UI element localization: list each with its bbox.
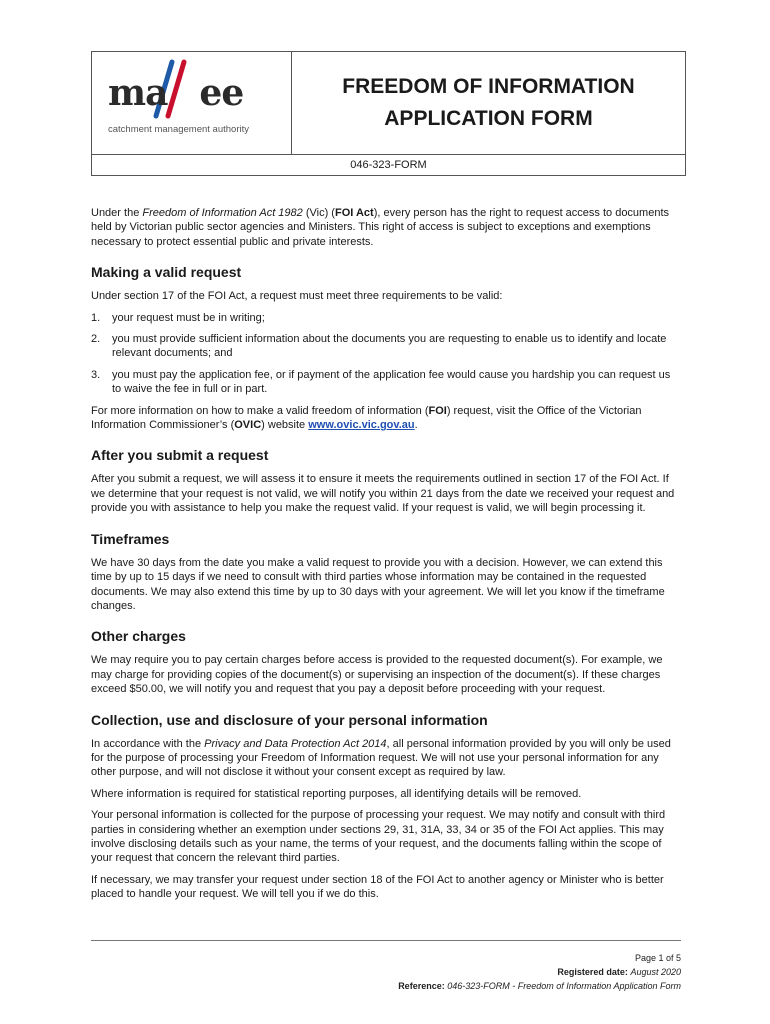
after-submit-paragraph: After you submit a request, we will assess it to ensure it meets the requirements outlined in section 17 of the FOI Act. If we determine that your request is not valid, we will notify you within 21 days from the date we received your request and provide you with assistance to help you make the request valid. If your request is valid, we will begin processing it. (91, 473, 675, 515)
document-reference: Reference: 046-323-FORM - Freedom of Information Application Form (398, 981, 681, 991)
intro-paragraph: Under the Freedom of Information Act 1982 (Vic) (FOI Act), every person has the right to request access to documents held by Victorian public sector agencies and Ministers. This right of access is subject to exceptions and exemptions necessary to protect essential public and private interests. (91, 207, 670, 248)
list-item: 3. you must pay the application fee, or if payment of the application fee would cause you hardship you can request us to waive the fee in full or in part. (91, 368, 671, 396)
personal-info-paragraph-1: In accordance with the Privacy and Data Protection Act 2014, all personal information provided by you will only be used for the purpose of processing your Freedom of Information request. We will not use your personal information for any other purpose, and will not disclose it without your consent except as required by law. (91, 737, 671, 779)
section-heading-after-submit: After you submit a request (91, 447, 269, 464)
other-charges-paragraph: We may require you to pay certain charges before access is provided to the requested document(s). For example, we may charge for providing copies of the document(s) or supervising an inspection of the document(s). If these charges exceed $50.00, we will notify you and request that you pay a deposit before proceeding with your request. (91, 654, 663, 696)
section-heading-valid-request: Making a valid request (91, 264, 242, 281)
logo (92, 52, 292, 154)
section-heading-other-charges: Other charges (91, 628, 186, 645)
registered-date: Registered date: August 2020 (557, 967, 681, 977)
logo-subtitle: catchment management authority (108, 124, 249, 135)
list-item: 1. your request must be in writing; (91, 311, 265, 324)
timeframes-paragraph: We have 30 days from the date you make a valid request to provide you with a decision. However, we can extend this time by up to 15 days if we need to consult with third parties whose information may be contained in the requested documents. We may also extend this time by up to 30 days with your agreement. We will let you know if the timeframe changes. (91, 556, 665, 612)
requirements-list (91, 311, 681, 397)
page-number: Page 1 of 5 (634, 953, 681, 963)
page-title: FREEDOM OF INFORMATION APPLICATION FORM (342, 75, 635, 130)
form-header (91, 51, 686, 176)
list-item: 2. you must provide sufficient information about the documents you are requesting to enable us to identify and locate relevant documents; and (91, 333, 667, 360)
personal-info-paragraph-3: Your personal information is collected for the purpose of processing your request. We may notify and consult with third parties in considering whether an exemption under sections 29, 31, 31A, 33, 34 or 35 of the FOI Act applies. This may involve disclosing details such as your name, the terms of your request, and the documents falling within the scope of your request that concern the relevant third parties. (91, 809, 666, 865)
ovic-info-paragraph: For more information on how to make a valid freedom of information (FOI) request, visit the Office of the Victorian Information Commissioner’s (OVIC) website www.ovic.vic.gov.au. (91, 404, 642, 432)
footer-divider (91, 940, 681, 941)
section-heading-personal-info: Collection, use and disclosure of your personal information (91, 711, 488, 728)
valid-request-lead: Under section 17 of the FOI Act, a request must meet three requirements to be valid: (91, 290, 503, 303)
personal-info-paragraph-4: If necessary, we may transfer your request under section 18 of the FOI Act to another agency or Minister who is better placed to handle your request. We will tell you if we do this. (91, 873, 664, 901)
form-reference: 046-323-FORM (92, 154, 685, 175)
logo-wordmark: ma ee (108, 72, 244, 114)
section-heading-timeframes: Timeframes (91, 530, 170, 547)
document-body (91, 206, 681, 909)
personal-info-paragraph-2: Where information is required for statistical reporting purposes, all identifying details will be removed. (91, 787, 582, 800)
ovic-website-link[interactable]: www.ovic.vic.gov.au (308, 419, 415, 432)
page-footer (398, 951, 681, 993)
